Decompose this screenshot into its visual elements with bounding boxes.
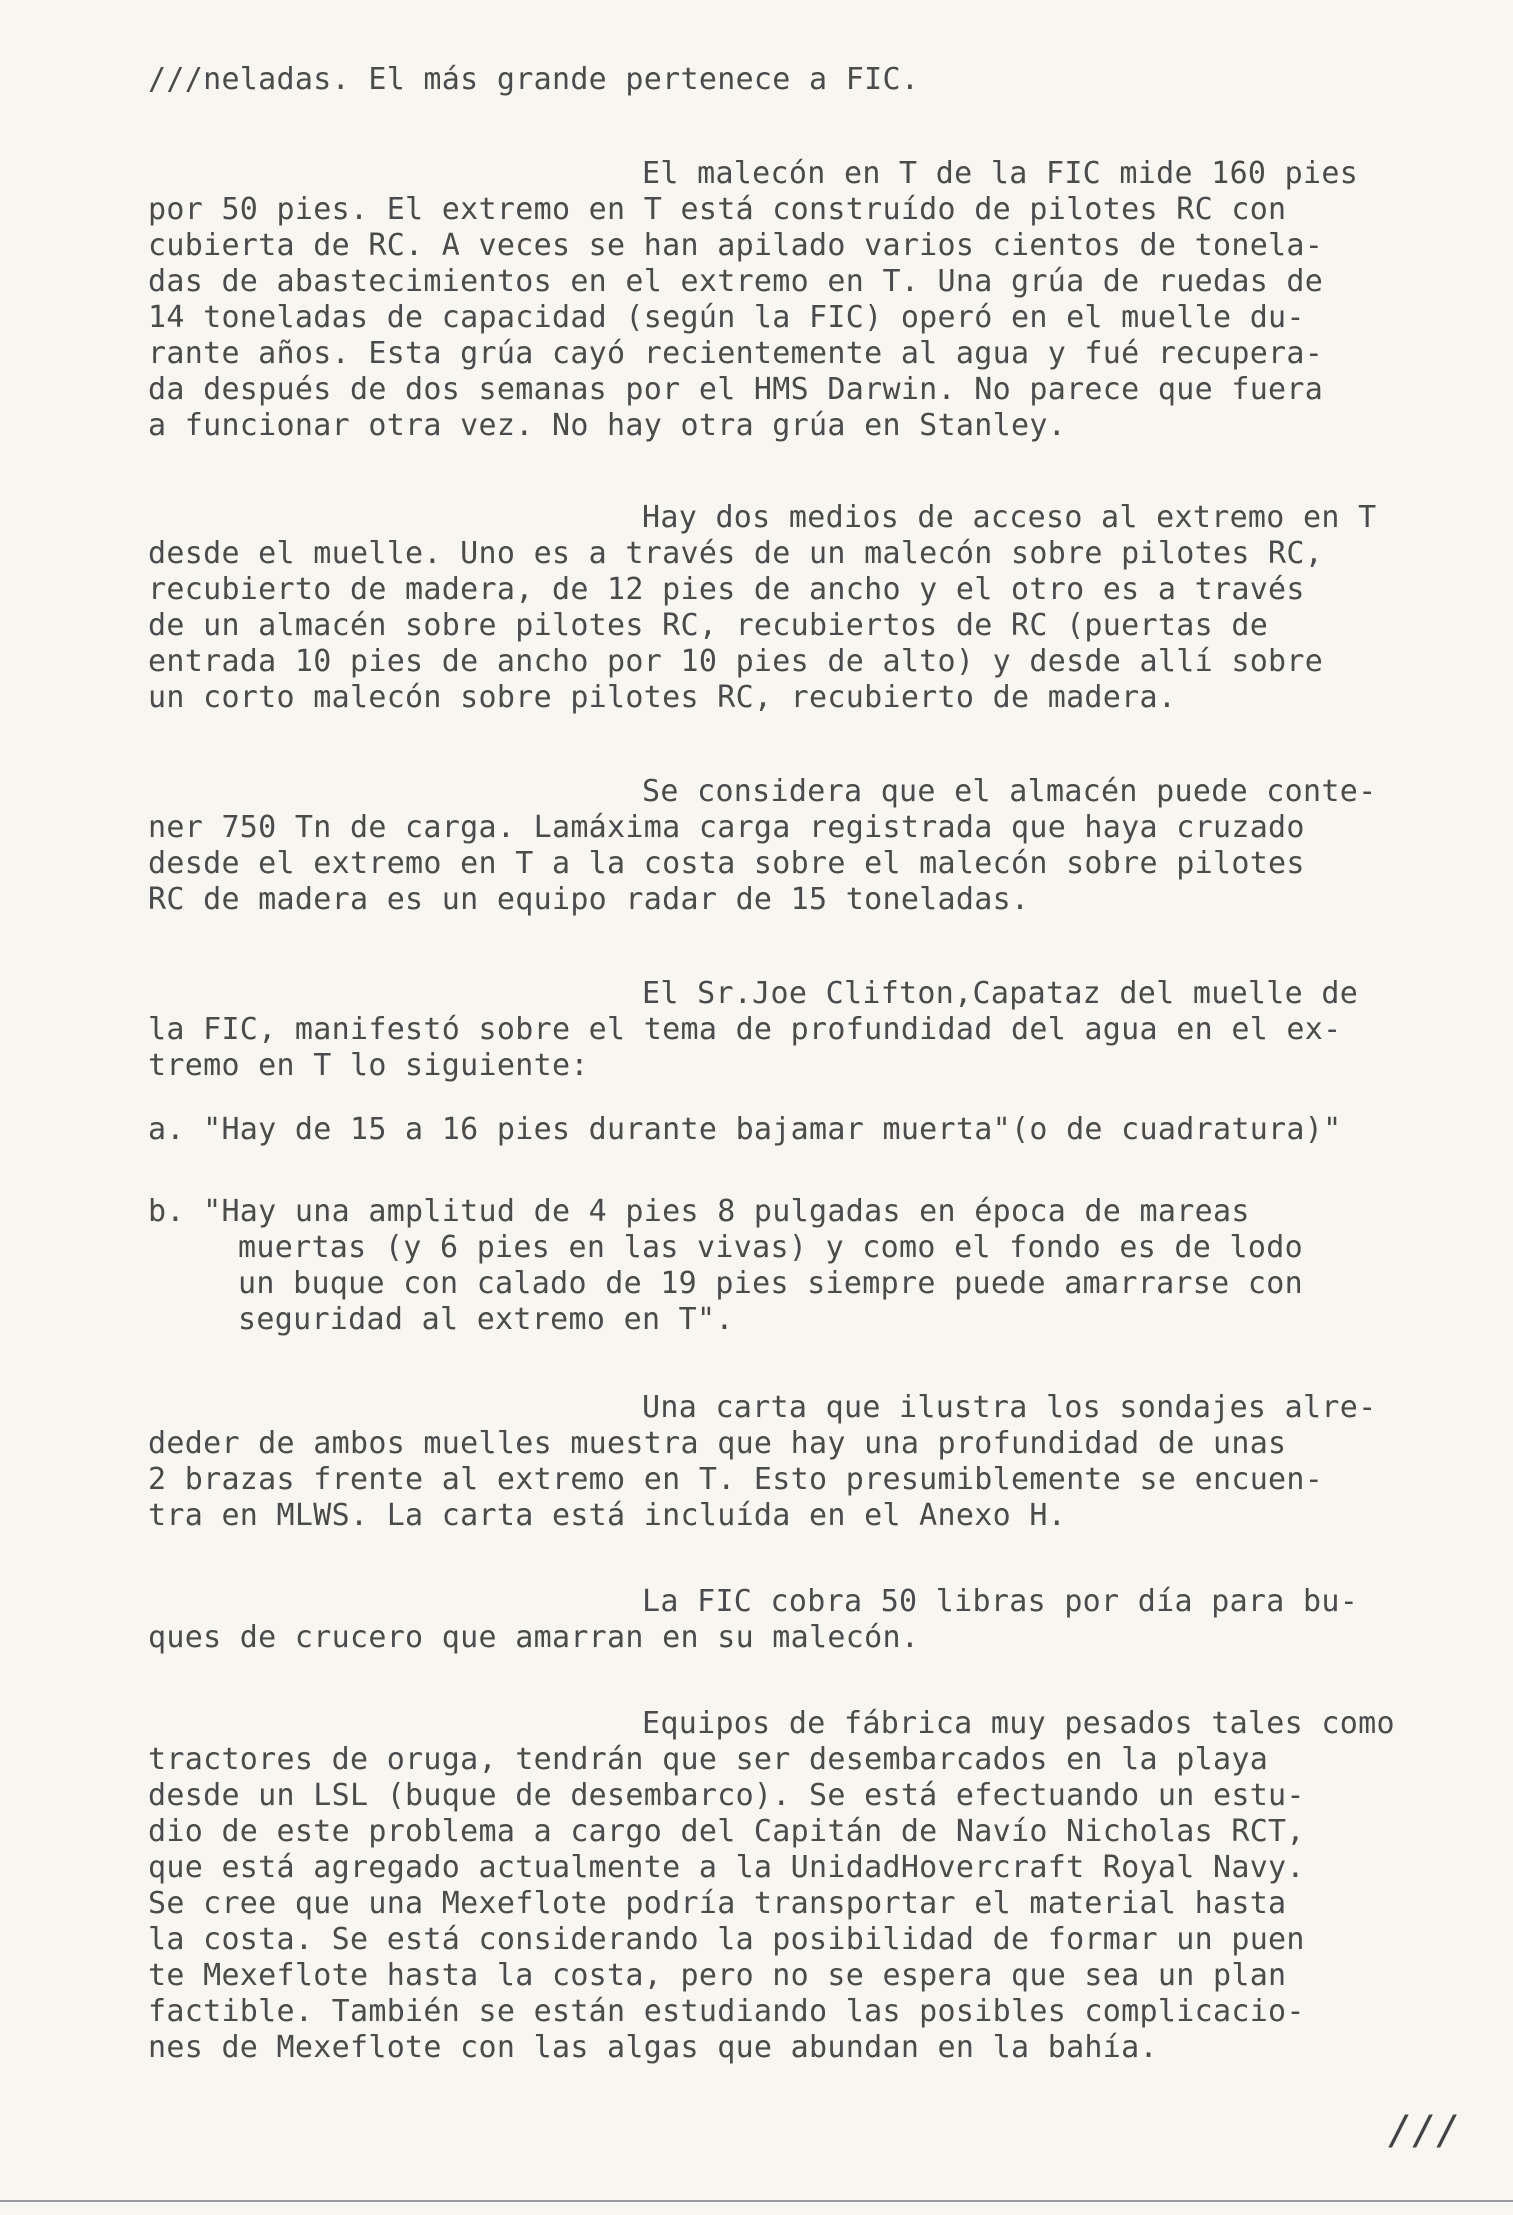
text-line: que está agregado actualmente a la UnidadHovercraft Royal Navy. — [148, 1850, 1305, 1885]
text-line: da después de dos semanas por el HMS Darwin. No parece que fuera — [148, 372, 1324, 407]
text-line: tremo en T lo siguiente: — [148, 1048, 589, 1083]
text-line: ques de crucero que amarran en su malecón. — [148, 1620, 920, 1655]
text-line: RC de madera es un equipo radar de 15 toneladas. — [148, 882, 1030, 917]
text-line: 2 brazas frente al extremo en T. Esto presumiblemente se encuen- — [148, 1462, 1324, 1497]
text-line: desde un LSL (buque de desembarco). Se está efectuando un estu- — [148, 1778, 1305, 1813]
text-line: nes de Mexeflote con las algas que abundan en la bahía. — [148, 2030, 1158, 2065]
text-line: tra en MLWS. La carta está incluída en el Anexo H. — [148, 1498, 1067, 1533]
text-line: Se considera que el almacén puede conte- — [642, 774, 1377, 809]
text-line: desde el extremo en T a la costa sobre el malecón sobre pilotes — [148, 846, 1305, 881]
text-line: ner 750 Tn de carga. Lamáxima carga registrada que haya cruzado — [148, 810, 1305, 845]
text-line: la costa. Se está considerando la posibilidad de formar un puen — [148, 1922, 1305, 1957]
text-line: de un almacén sobre pilotes RC, recubiertos de RC (puertas de — [148, 608, 1269, 643]
text-line: Se cree que una Mexeflote podría transportar el material hasta — [148, 1886, 1287, 1921]
text-line: muertas (y 6 pies en las vivas) y como el fondo es de lodo — [238, 1230, 1303, 1265]
text-line: Hay dos medios de acceso al extremo en T — [642, 500, 1377, 535]
text-line: rante años. Esta grúa cayó recientemente al agua y fué recupera- — [148, 336, 1324, 371]
text-line: te Mexeflote hasta la costa, pero no se espera que sea un plan — [148, 1958, 1287, 1993]
text-line: dio de este problema a cargo del Capitán de Navío Nicholas RCT, — [148, 1814, 1305, 1849]
text-line: entrada 10 pies de ancho por 10 pies de alto) y desde allí sobre — [148, 644, 1324, 679]
text-line: La FIC cobra 50 libras por día para bu- — [642, 1584, 1359, 1619]
text-line: 14 toneladas de capacidad (según la FIC) operó en el muelle du- — [148, 300, 1305, 335]
text-line: a funcionar otra vez. No hay otra grúa en Stanley. — [148, 408, 1067, 443]
text-line: seguridad al extremo en T". — [238, 1302, 734, 1337]
text-line: cubierta de RC. A veces se han apilado varios cientos de tonela- — [148, 228, 1324, 263]
text-line: por 50 pies. El extremo en T está construído de pilotes RC con — [148, 192, 1287, 227]
text-line: Una carta que ilustra los sondajes alre- — [642, 1390, 1377, 1425]
text-line: deder de ambos muelles muestra que hay una profundidad de unas — [148, 1426, 1287, 1461]
bottom-rule — [0, 2200, 1513, 2202]
text-line: recubierto de madera, de 12 pies de ancho y el otro es a través — [148, 572, 1305, 607]
text-line: ///neladas. El más grande pertenece a FIC. — [148, 62, 920, 97]
text-line: tractores de oruga, tendrán que ser desembarcados en la playa — [148, 1742, 1269, 1777]
text-line: Equipos de fábrica muy pesados tales como — [642, 1706, 1395, 1741]
text-line: la FIC, manifestó sobre el tema de profundidad del agua en el ex- — [148, 1012, 1342, 1047]
text-line: desde el muelle. Uno es a través de un malecón sobre pilotes RC, — [148, 536, 1324, 571]
continuation-marker: /// — [1388, 2108, 1461, 2154]
text-line: un corto malecón sobre pilotes RC, recubierto de madera. — [148, 680, 1177, 715]
text-line: factible. También se están estudiando las posibles complicacio- — [148, 1994, 1305, 2029]
text-line: un buque con calado de 19 pies siempre puede amarrarse con — [238, 1266, 1303, 1301]
text-line: b. "Hay una amplitud de 4 pies 8 pulgadas en época de mareas — [148, 1194, 1250, 1229]
text-line: El Sr.Joe Clifton,Capataz del muelle de — [642, 976, 1359, 1011]
text-line: a. "Hay de 15 a 16 pies durante bajamar muerta"(o de cuadratura)" — [148, 1112, 1342, 1147]
text-line: El malecón en T de la FIC mide 160 pies — [642, 156, 1359, 191]
text-line: das de abastecimientos en el extremo en T. Una grúa de ruedas de — [148, 264, 1324, 299]
